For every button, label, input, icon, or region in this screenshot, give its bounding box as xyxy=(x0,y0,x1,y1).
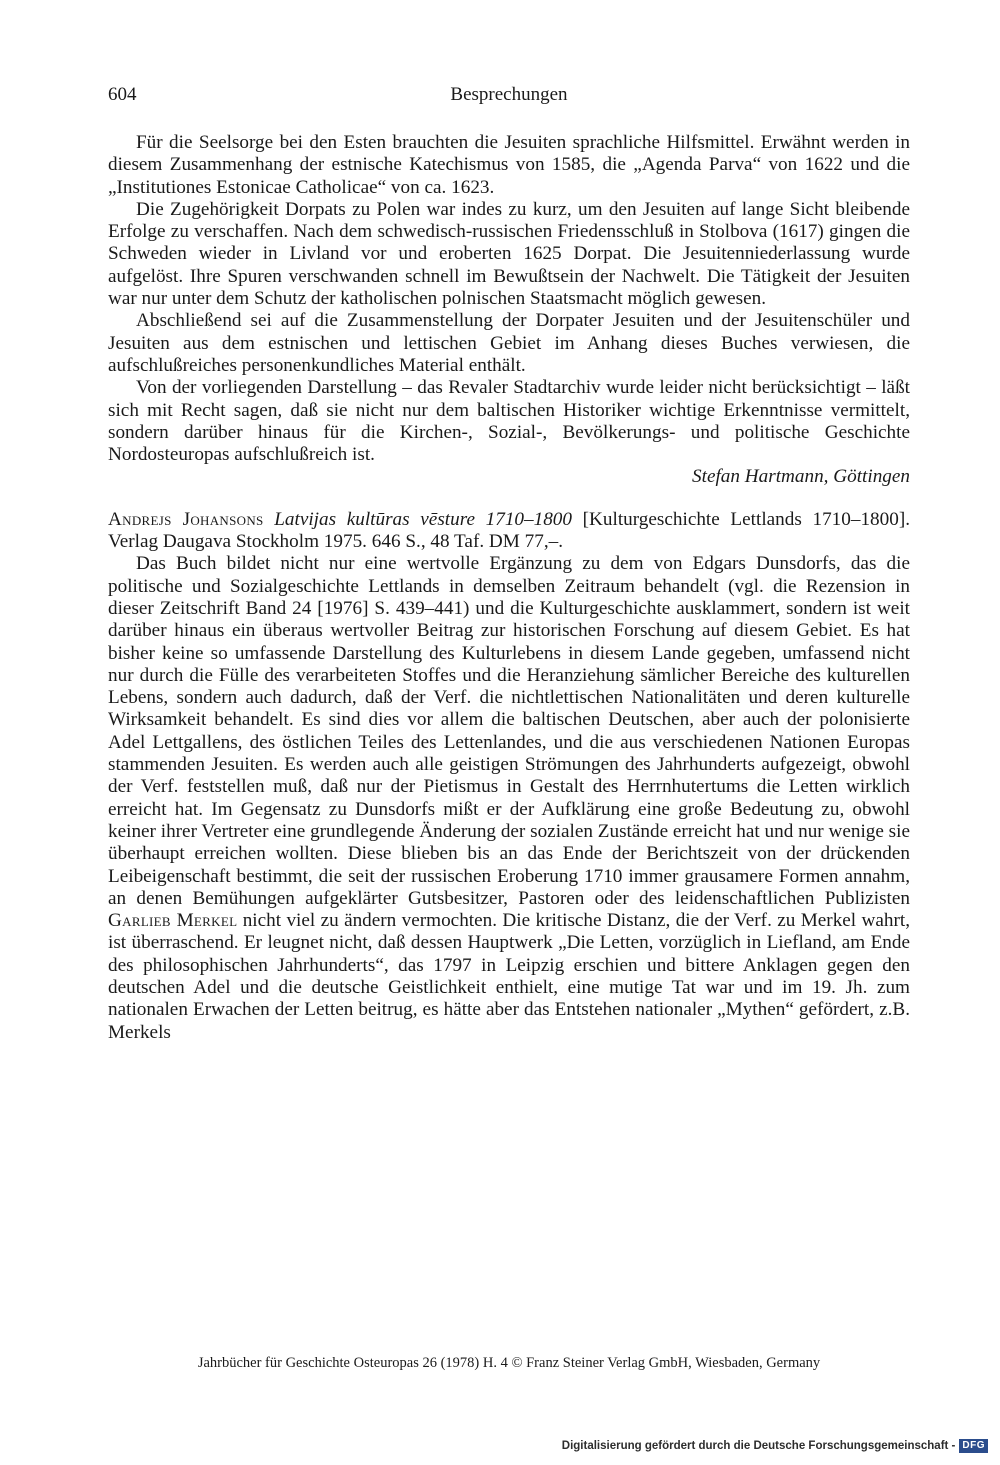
review-author: Andrejs Johansons xyxy=(108,508,264,530)
page-header xyxy=(108,80,910,110)
review-body xyxy=(108,553,910,1044)
paragraph-1: Für die Seelsorge bei den Esten brauchten die Jesuiten sprachliche Hilfsmittel. Erwähnt werden in diesem Zusammenhang der estnische Katechismus von 1585, die „Agenda Parva“ von 1622 und die „Institutiones Estonicae Catholicae“ von ca. 1623. xyxy=(108,132,910,198)
review-heading xyxy=(108,509,910,554)
digitization-notice xyxy=(562,1438,988,1454)
review-body-part-1: Das Buch bildet nicht nur eine wertvolle Ergänzung zu dem von Edgars Dunsdorfs, das die politische und Sozialgeschichte Lettlands in demselben Zeitraum behandelt (vgl. die Rezension in dieser Zeitschrift Band 24 [1976] S. 439–441) und die Kulturgeschichte ausklammert, sondern ist weit darüber hinaus ein überaus wertvoller Beitrag zur historischen Forschung auf diesem Gebiet. Es hat bisher keine so umfassende Darstellung des Kulturlebens in diesem Lande gegeben, umfassend nicht nur durch die Fülle des verarbeiteten Stoffes und die Heranziehung sämlicher Bereiche des kulturellen Lebens, sondern auch dadurch, daß der Verf. die nichtlettischen Nationalitäten und deren kulturelle Wirksamkeit behandelt. Es sind dies vor allem die baltischen Deutschen, aber auch der polonisierte Adel Lettgallens, des östlichen Teiles des Lettenlandes, und die aus verschiedenen Nationen Europas stammenden Jesuiten. Es werden auch alle geistigen Strömungen des Jahrhunderts aufgezeigt, obwohl der Verf. feststellen muß, daß nur der Pietismus in Gestalt des Herrnhutertums die Letten wirklich erreicht hat. Im Gegensatz zu Dunsdorfs mißt er der Aufklärung eine große Bedeutung zu, obwohl keiner ihrer Vertreter eine grundlegende Änderung der sozialen Zustände erreicht hat und nur wenige sie überhaupt erreichen wollten. Diese blieben bis an das Ende der Berichtszeit von der drückenden Leibeigenschaft bestimmt, die seit der russischen Eroberung 1710 immer grausamere Formen annahm, an denen Bemühungen aufgeklärter Gutsbesitzer, Pastoren oder des leidenschaftlichen Publizisten xyxy=(108,553,910,909)
review-book-title: Latvijas kultūras vēsture 1710–1800 xyxy=(274,508,572,530)
running-title: Besprechungen xyxy=(450,84,568,105)
review-book-details: [Kulturgeschichte Lettlands 1710–1800]. Verlag Daugava Stockholm 1975. 646 S., 48 Taf. DM 77,–. xyxy=(108,508,911,553)
paragraph-2: Die Zugehörigkeit Dorpats zu Polen war indes zu kurz, um den Jesuiten auf lange Sicht bleibende Erfolge zu verschaffen. Nach dem schwedisch-russischen Friedensschluß in Stolbova (1617) gingen die Schweden wieder in Livland vor und eroberten 1625 Dorpat. Die Jesuitenniederlassung wurde aufgelöst. Ihre Spuren verschwanden schnell im Bewußtsein der Nachwelt. Die Tätigkeit der Jesuiten war nur unter dem Schutz der katholischen polnischen Staatsmacht möglich gewesen. xyxy=(108,198,910,310)
paragraph-3: Abschließend sei auf die Zusammenstellung der Dorpater Jesuiten und der Jesuitenschüler und Jesuiten aus dem estnischen und lettischen Gebiet im Anhang dieses Buches verwiesen, die aufschlußreiches personenkundliches Material enthält. xyxy=(108,310,910,376)
review-body-part-2: nicht viel zu ändern vermochten. Die kritische Distanz, die der Verf. zu Merkel wahrt, ist überraschend. Er leugnet nicht, daß dessen Hauptwerk „Die Letten, vorzüglich in Liefland, am Ende des philosophischen Jahrhunderts“, das 1797 in Leipzig erschien und bittere Anklagen gegen den deutschen Adel und die deutsche Geistlichkeit enthielt, eine mutige Tat war und im 19. Jh. zum nationalen Erwachen der Letten beitrug, es hätte aber das Entstehen nationaler „Mythen“ gefördert, z.B. Merkels xyxy=(108,910,910,1043)
page-body xyxy=(108,132,910,1044)
dfg-logo-icon: DFG xyxy=(959,1439,988,1453)
paragraph-4: Von der vorliegenden Darstellung – das Revaler Stadtarchiv wurde leider nicht berücksichtigt – läßt sich mit Recht sagen, daß sie nicht nur dem baltischen Historiker wichtige Erkenntnisse vermittelt, sondern darüber hinaus für die Kirchen-, Sozial-, Bevölkerungs- und politische Geschichte Nordosteuropas aufschlußreich ist. xyxy=(108,377,910,466)
page-number: 604 xyxy=(108,84,137,105)
person-name-merkel: Garlieb Merkel xyxy=(108,910,238,932)
digitization-text: Digitalisierung gefördert durch die Deutsche Forschungsgemeinschaft - xyxy=(561,1440,956,1452)
journal-footer: Jahrbücher für Geschichte Osteuropas 26 (1978) H. 4 © Franz Steiner Verlag GmbH, Wiesbaden, Germany xyxy=(197,1355,821,1371)
reviewer-signature: Stefan Hartmann, Göttingen xyxy=(692,466,910,488)
